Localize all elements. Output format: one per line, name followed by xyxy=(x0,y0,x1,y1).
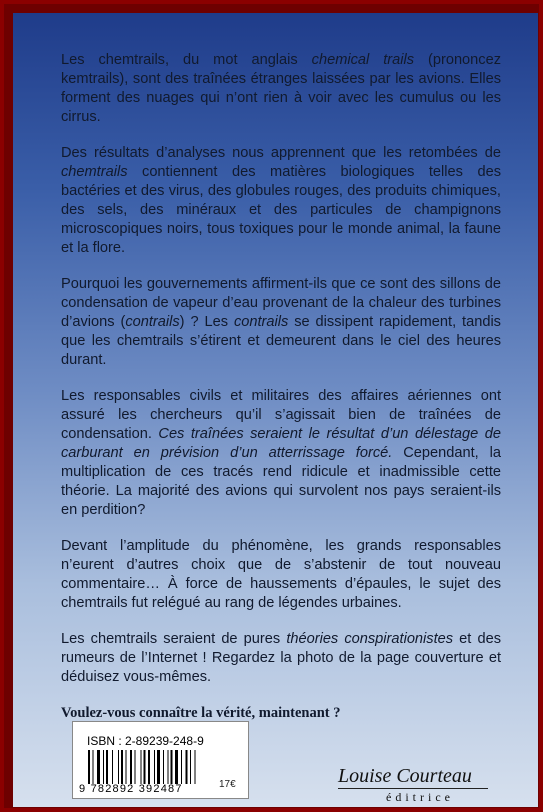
barcode-digits: 9 782892 392487 xyxy=(79,783,183,795)
paragraph-6: Les chemtrails seraient de pures théories conspirationistes et des rumeurs de l’Internet ! Regardez la photo de la page couverture et déduisez vous-mêmes. xyxy=(61,631,502,685)
paragraph-2: Des résultats d’analyses nous apprennent que les retombées de chemtrails contiennent des matières biologiques telles des bactéries et des virus, des globules rouges, des produits chimiques, des sels, des minéraux et des particules de champignons microscopiques noirs, tous toxiques pour le monde animal, la faune et la flore. xyxy=(61,145,501,256)
closing-question: Voulez-vous connaître la vérité, maintenant ? xyxy=(61,705,341,721)
isbn-label: ISBN : 2-89239-248-9 xyxy=(87,734,204,748)
blurb-text xyxy=(61,51,501,740)
paragraph-5: Devant l’amplitude du phénomène, les grands responsables n’eurent d’autres choix que de s’abstenir de tout nouveau commentaire… À force de haussements d’épaules, le sujet des chemtrails fut relégué au rang de légendes urbaines. xyxy=(61,538,501,611)
publisher-divider xyxy=(338,788,488,789)
price-label: 17€ xyxy=(219,779,236,790)
paragraph-1: Les chemtrails, du mot anglais chemical trails (prononcez kemtrails), sont des traînées étranges laissées par les avions. Elles forment des nuages qui n’ont rien à voir avec les cumulus ou les cirrus. xyxy=(61,52,501,125)
publisher-logo xyxy=(338,765,498,805)
publisher-subtitle: éditrice xyxy=(386,790,454,804)
barcode-icon xyxy=(88,750,228,784)
back-cover xyxy=(13,13,538,807)
paragraph-4: Les responsables civils et militaires des affaires aériennes ont assuré les chercheurs qu’il s’agissait bien de traînées de condensation. Ces traînées seraient le résultat d’un délestage de carburant en prévision d’un atterrissage forcé. Cependant, la multiplication de ces tracés rend ridicule et inadmissible cette théorie. La majorité des avions qui survolent nos pays seraient-ils en perdition? xyxy=(61,388,501,518)
paragraph-3: Pourquoi les gouvernements affirment-ils que ce sont des sillons de condensation de vapeur d’eau provenant de la chaleur des turbines d’avions (contrails) ? Les contrails se dissipent rapidement, tandis que les chemtrails s’étirent et demeurent dans le ciel des heures durant. xyxy=(61,276,501,368)
publisher-name: Louise Courteau xyxy=(338,765,472,787)
